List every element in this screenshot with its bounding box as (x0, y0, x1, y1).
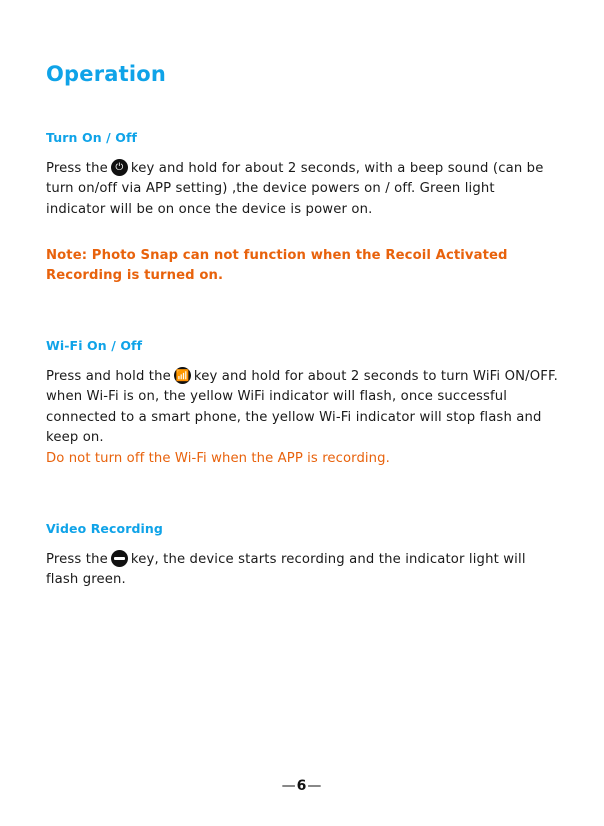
section-heading-wifi-on-off: Wi-Fi On / Off (46, 337, 143, 353)
power-button-icon: ⏻ (111, 159, 128, 176)
footer-dash-right: — (307, 778, 323, 794)
body-text-before-icon: Press the (46, 161, 108, 176)
footer-dash-left: — (281, 778, 297, 794)
body-text-before-icon: Press the (46, 551, 108, 567)
section-heading-video-recording: Video Recording (46, 520, 163, 536)
note-photo-snap: Note: Photo Snap can not function when the Recoil Activated Recording is turned on. (46, 248, 508, 284)
section-body-video-recording (46, 550, 558, 591)
section-turn-on-off (46, 130, 558, 286)
body-text-after-icon: key and hold for about 2 seconds, with a beep sound (can be turn on/off via APP setting) ,the device powers on / off. Green light indicator will be on once the device is power on. (46, 161, 544, 217)
section-heading-turn-on-off: Turn On / Off (46, 130, 138, 145)
section-wifi-on-off (46, 338, 558, 469)
warning-wifi-recording: Do not turn off the Wi-Fi when the APP is recording. (46, 450, 390, 466)
body-text-before-icon: Press and hold the (46, 368, 171, 384)
page-title: Operation (46, 62, 167, 86)
wifi-button-icon: 📶 (175, 368, 190, 382)
page-footer (0, 778, 604, 794)
section-video-recording (46, 521, 558, 591)
page-number: 6 (296, 778, 308, 794)
body-text-after-icon: key and hold for about 2 seconds to turn WiFi ON/OFF. when Wi-Fi is on, the yellow WiFi indicator will flash, once successful connected to a smart phone, the yellow Wi-Fi indicator will stop flash and keep on. (46, 368, 558, 446)
section-body-wifi-on-off (46, 367, 558, 449)
record-button-icon (111, 550, 128, 567)
body-text-after-icon: key, the device starts recording and the indicator light will flash green. (46, 551, 526, 588)
section-body-turn-on-off (46, 159, 558, 220)
